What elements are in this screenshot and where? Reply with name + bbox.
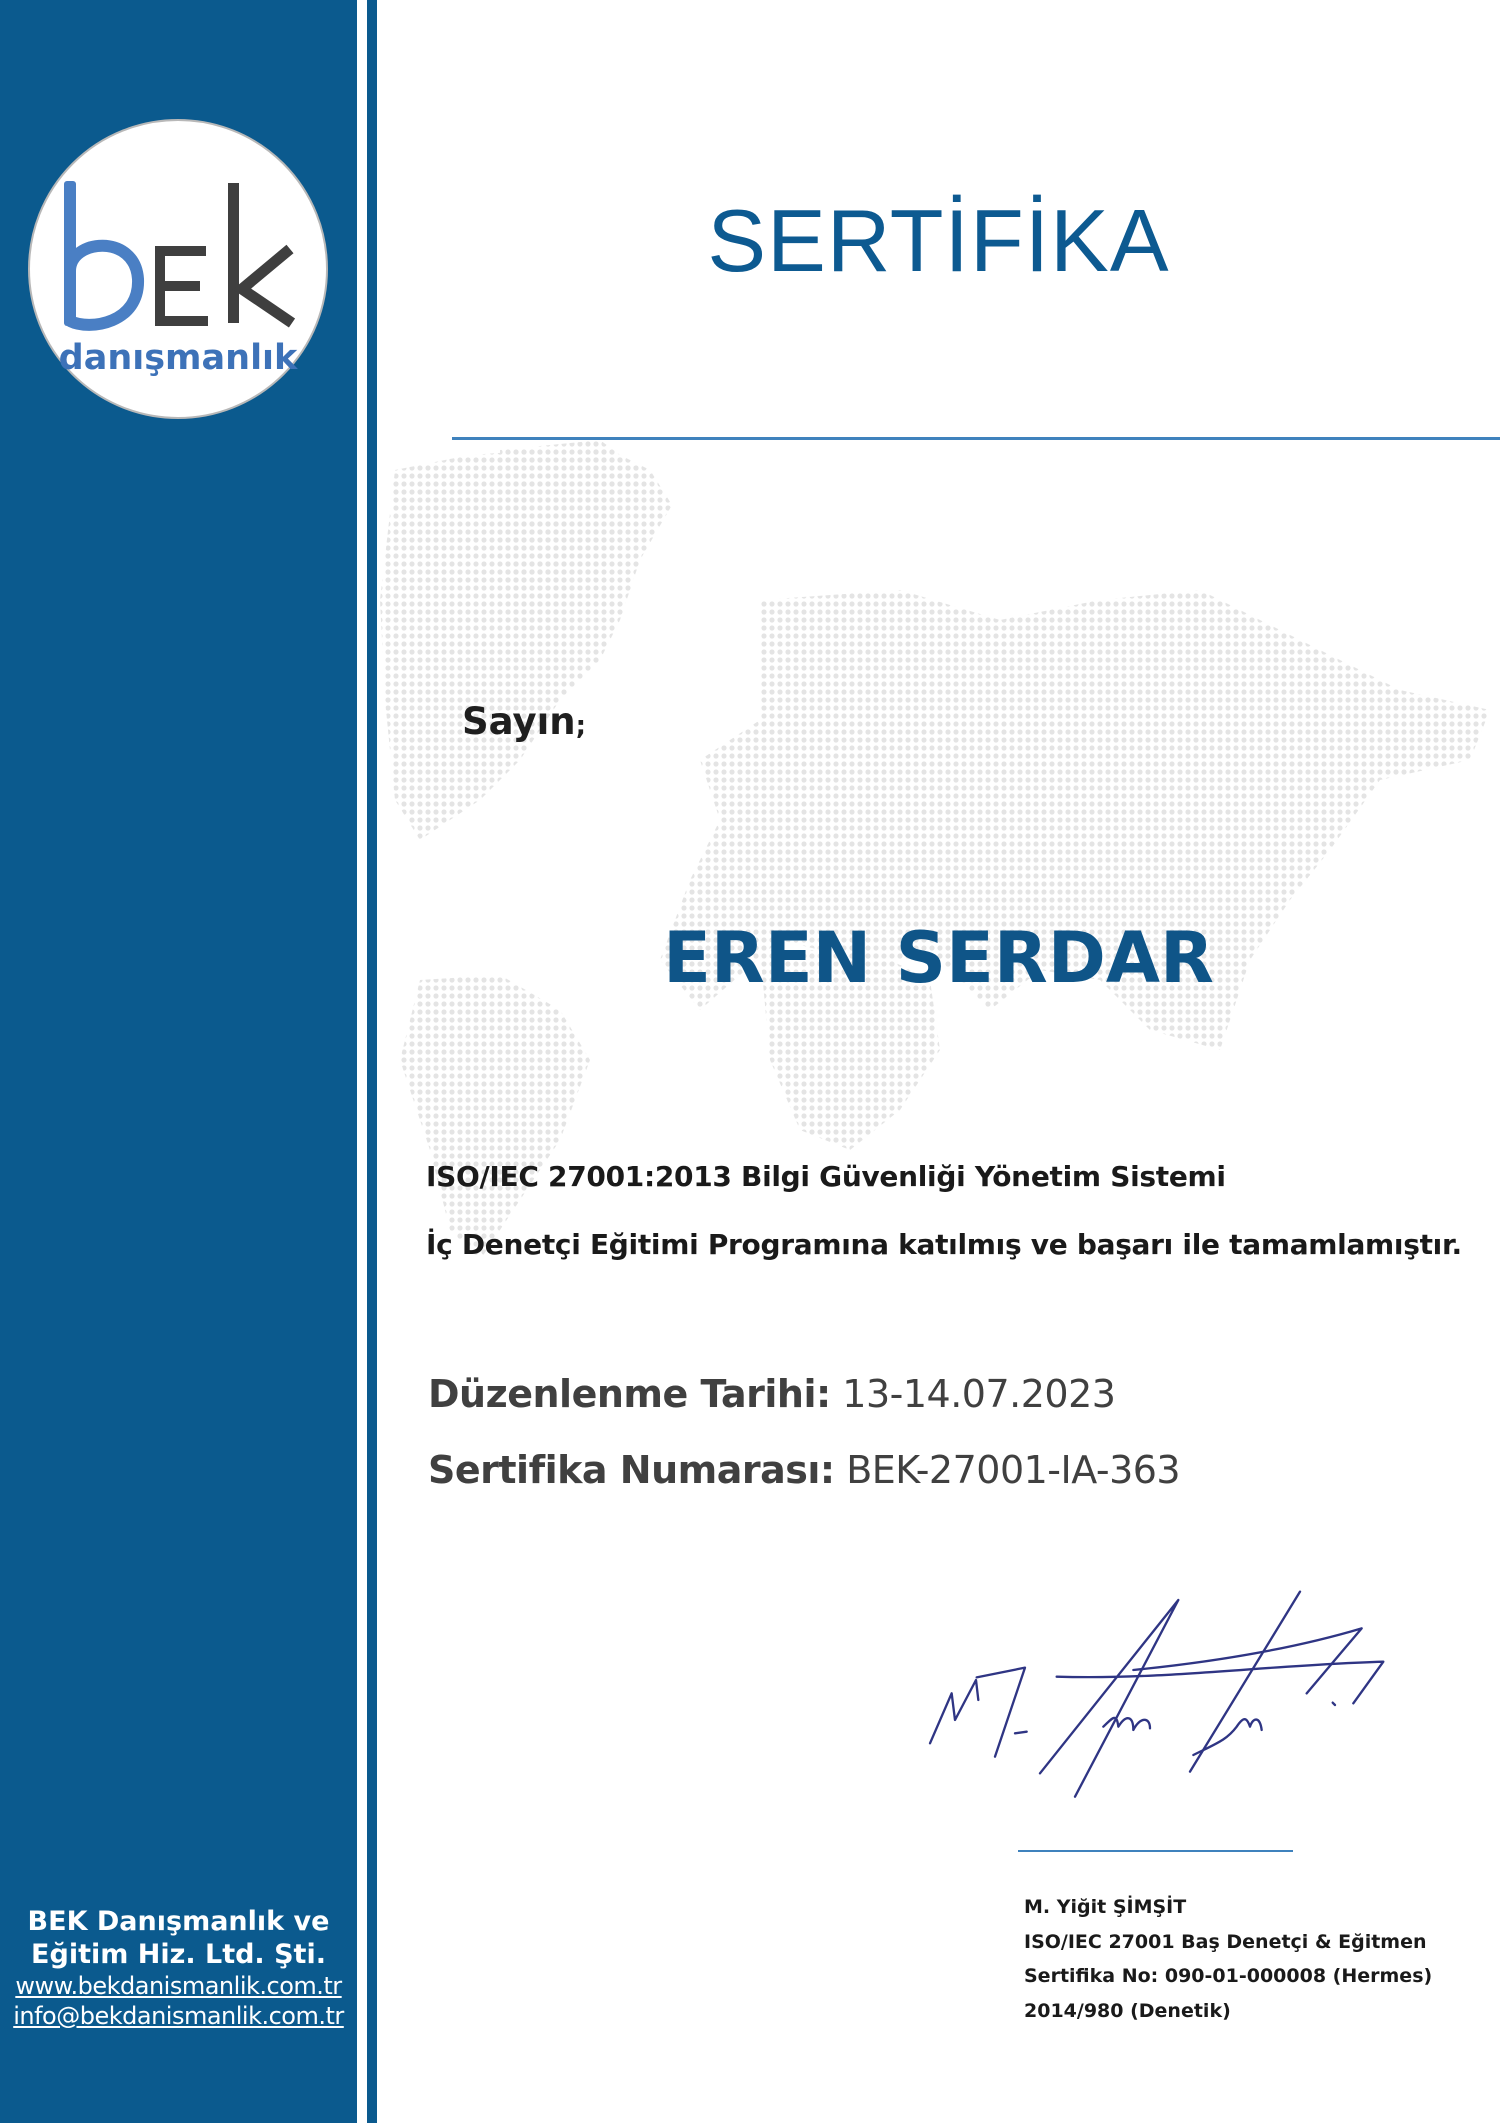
program-line-1: ISO/IEC 27001:2013 Bilgi Güvenliği Yönetim Sistemi — [426, 1160, 1226, 1193]
salutation — [462, 700, 586, 743]
bek-logo — [28, 119, 328, 419]
company-name-line2: Eğitim Hiz. Ltd. Şti. — [31, 1939, 326, 1970]
signer-cert-no: Sertifika No: 090-01-000008 (Hermes) — [1024, 1965, 1433, 1987]
company-name-line1: BEK Danışmanlık ve — [27, 1906, 330, 1937]
salutation-text: Sayın — [462, 700, 576, 743]
decorative-stripe — [367, 0, 377, 2123]
signature — [900, 1570, 1420, 1820]
salutation-punct: ; — [575, 711, 587, 741]
issue-date-value: 13-14.07.2023 — [842, 1372, 1116, 1416]
program-line-2: İç Denetçi Eğitimi Programına katılmış ve başarı ile tamamlamıştır. — [426, 1228, 1462, 1261]
company-info — [0, 1905, 357, 2031]
website-link[interactable]: www.bekdanismanlik.com.tr — [15, 1972, 342, 2000]
recipient-name: EREN SERDAR — [663, 917, 1214, 999]
issue-date-row — [428, 1372, 1115, 1416]
issue-date-label: Düzenlenme Tarihi: — [428, 1372, 831, 1416]
signer-info — [1024, 1890, 1432, 2028]
signer-role: ISO/IEC 27001 Baş Denetçi & Eğitmen — [1024, 1930, 1427, 1953]
title-divider — [452, 437, 1500, 440]
signer-name: M. Yiğit ŞİMŞİT — [1024, 1896, 1187, 1918]
logo-subtitle: danışmanlık — [58, 338, 298, 378]
signer-cert-no2: 2014/980 (Denetik) — [1024, 1999, 1231, 2022]
certificate-title: SERTİFİKA — [707, 191, 1170, 290]
cert-number-value: BEK-27001-IA-363 — [846, 1448, 1181, 1492]
email-link[interactable]: info@bekdanismanlik.com.tr — [13, 2002, 344, 2030]
cert-number-row — [428, 1448, 1180, 1492]
logo-graphic — [30, 121, 326, 417]
cert-number-label: Sertifika Numarası: — [428, 1448, 835, 1492]
signature-line — [1018, 1850, 1293, 1852]
